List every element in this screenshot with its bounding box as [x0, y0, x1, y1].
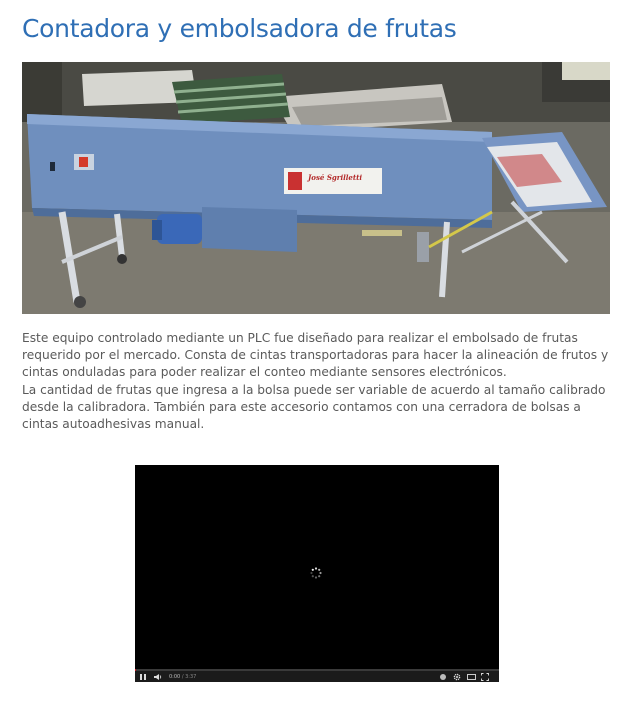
captions-icon[interactable]: [439, 673, 449, 681]
brand-label: José Sgrilletti: [308, 173, 363, 182]
gear-icon[interactable]: [453, 673, 463, 681]
product-photo: [22, 62, 610, 314]
video-total-time: 3:37: [185, 673, 197, 680]
loading-spinner-icon: [310, 567, 322, 579]
product-description: [22, 330, 612, 433]
volume-icon[interactable]: [153, 673, 163, 681]
video-time-separator: /: [180, 673, 186, 680]
video-current-time: 0:00: [169, 673, 181, 680]
theater-icon[interactable]: [467, 673, 477, 681]
video-player[interactable]: [135, 465, 499, 682]
description-paragraph-1: Este equipo controlado mediante un PLC fue diseñado para realizar el embolsado de frutas requerido por el mercado. Consta de cintas transportadoras para hacer la alineación de frutos y cintas onduladas para poder realizar el conteo mediante sensores electrónicos.: [22, 331, 609, 380]
video-time: [169, 674, 196, 680]
description-paragraph-2: La cantidad de frutas que ingresa a la bolsa puede ser variable de acuerdo al tamaño calibrado desde la calibradora. También para este accesorio contamos con una cerradora de bolsas a cintas autoadhesivas manual.: [22, 382, 606, 432]
video-controls: [135, 671, 499, 682]
fullscreen-icon[interactable]: [481, 673, 491, 681]
page-title: Contadora y embolsadora de frutas: [22, 14, 457, 43]
play-icon[interactable]: [139, 673, 149, 681]
